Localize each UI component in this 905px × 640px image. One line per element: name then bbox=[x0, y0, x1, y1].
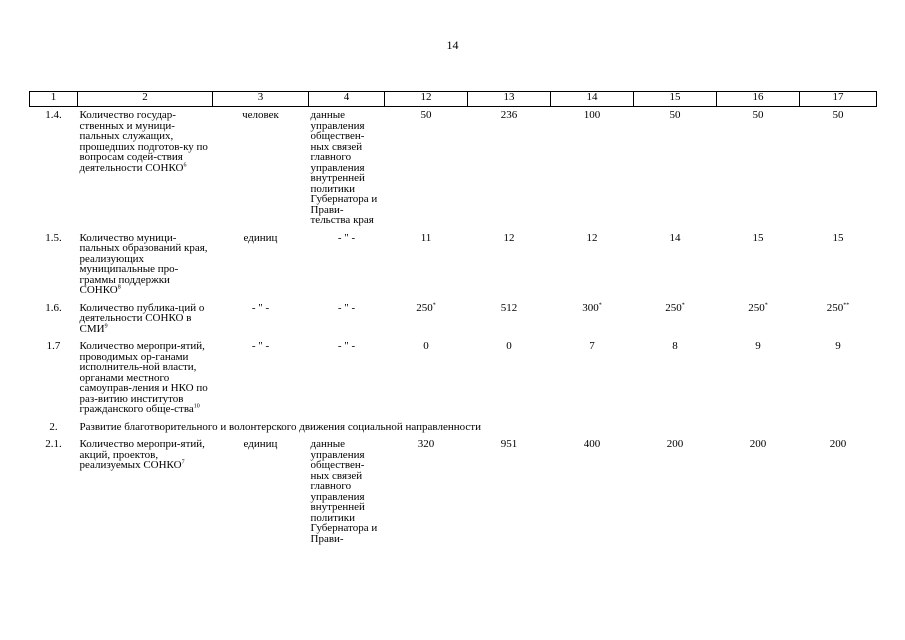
source-cell: - " - bbox=[337, 340, 356, 352]
table-row bbox=[30, 300, 877, 339]
row-number: 1.5. bbox=[45, 231, 62, 244]
indicators-table bbox=[29, 91, 877, 548]
section-title: Развитие благотворительного и волонтерского движения социальной направленности bbox=[79, 420, 481, 433]
source-cell: - " - bbox=[337, 301, 356, 314]
header-cell: 16 bbox=[717, 92, 800, 107]
value-cell: 50 bbox=[669, 109, 681, 121]
header-cell: 2 bbox=[78, 92, 213, 107]
source-cell: - " - bbox=[337, 231, 356, 244]
unit-cell: единиц bbox=[243, 231, 278, 244]
value-cell: 11 bbox=[420, 231, 432, 244]
value-cell: 7 bbox=[589, 340, 595, 352]
value-cell: 9 bbox=[755, 340, 761, 352]
value-cell: 200 bbox=[829, 438, 847, 450]
indicator-name: Количество публика-ций о деятельности СОНКО в СМИ$^9$ bbox=[79, 301, 205, 335]
value-cell: 320 bbox=[417, 438, 435, 450]
indicator-name: Количество меропри-ятий, проводимых ор-ганами исполнитель-ной власти, органами местного самоуправ-ления и НКО по раз-витию институтов гражданского обще-ства$^{10}$ bbox=[79, 340, 208, 415]
footnote-mark: 7 bbox=[181, 459, 185, 466]
row-number: 1.6. bbox=[45, 301, 62, 314]
footnote-mark: 6 bbox=[183, 161, 187, 168]
value-cell: 50 bbox=[752, 109, 764, 121]
section-row bbox=[30, 419, 877, 437]
header-row bbox=[30, 92, 877, 107]
table-row bbox=[30, 436, 877, 548]
header-cell: 12 bbox=[385, 92, 468, 107]
value-cell: 300* bbox=[582, 301, 602, 314]
source-cell: данные управления обществен-ных связей главного управления внутренней политики Губернатора и Прави- bbox=[310, 438, 378, 545]
value-cell: 100 bbox=[583, 109, 601, 121]
footnote-mark: 8 bbox=[117, 284, 121, 291]
row-number: 1.4. bbox=[45, 109, 62, 121]
value-cell: 250* bbox=[665, 301, 685, 314]
value-cell: 12 bbox=[503, 231, 515, 244]
value-cell: 400 bbox=[583, 438, 601, 450]
header-cell: 17 bbox=[800, 92, 877, 107]
unit-cell: - " - bbox=[251, 340, 270, 352]
table-row bbox=[30, 338, 877, 419]
value-cell: 0 bbox=[506, 340, 512, 352]
unit-cell: человек bbox=[242, 109, 279, 121]
value-cell: 8 bbox=[672, 340, 678, 352]
value-cell: 12 bbox=[586, 231, 598, 244]
value-cell: 9 bbox=[835, 340, 841, 352]
value-cell: 250* bbox=[416, 301, 436, 314]
value-cell: 15 bbox=[832, 231, 844, 244]
value-cell: 0 bbox=[423, 340, 429, 352]
header-cell: 13 bbox=[468, 92, 551, 107]
value-cell: 14 bbox=[669, 231, 681, 244]
value-cell: 250* bbox=[748, 301, 768, 314]
indicator-name: Количество муници-пальных образований края, реализующих муниципальные про-граммы поддержки СОНКО$^8$ bbox=[79, 231, 208, 296]
unit-cell: - " - bbox=[251, 301, 270, 314]
source-cell: данные управления обществен-ных связей главного управления внутренней политики Губернатора и Прави-тельства края bbox=[310, 109, 378, 226]
indicator-name: Количество меропри-ятий, акций, проектов, реализуемых СОНКО$^7$ bbox=[79, 438, 205, 471]
footnote-mark: 10 bbox=[193, 403, 200, 410]
row-number: 1.7 bbox=[46, 340, 61, 352]
unit-cell: единиц bbox=[243, 438, 278, 450]
indicator-name: Количество государ-ственных и муници-пальных служащих, прошедших подготов-ку по вопросам содей-ствия деятельности СОНКО$^6$ bbox=[79, 109, 208, 174]
header-cell: 14 bbox=[551, 92, 634, 107]
value-cell: 200 bbox=[666, 438, 684, 450]
value-cell: 15 bbox=[752, 231, 764, 244]
header-cell: 3 bbox=[213, 92, 309, 107]
header-cell: 15 bbox=[634, 92, 717, 107]
header-cell: 4 bbox=[309, 92, 385, 107]
header-cell: 1 bbox=[30, 92, 78, 107]
value-cell: 512 bbox=[500, 301, 518, 314]
value-cell: 50 bbox=[420, 109, 432, 121]
section-number: 2. bbox=[49, 420, 58, 433]
value-cell: 236 bbox=[500, 109, 518, 121]
value-cell: 200 bbox=[749, 438, 767, 450]
value-cell: 250** bbox=[826, 301, 850, 314]
page-number: 14 bbox=[446, 38, 459, 52]
row-number: 2.1. bbox=[45, 438, 62, 450]
value-cell: 50 bbox=[832, 109, 844, 121]
table-row bbox=[30, 107, 877, 230]
table-row bbox=[30, 230, 877, 300]
value-cell: 951 bbox=[500, 438, 518, 450]
footnote-mark: 9 bbox=[104, 322, 108, 329]
